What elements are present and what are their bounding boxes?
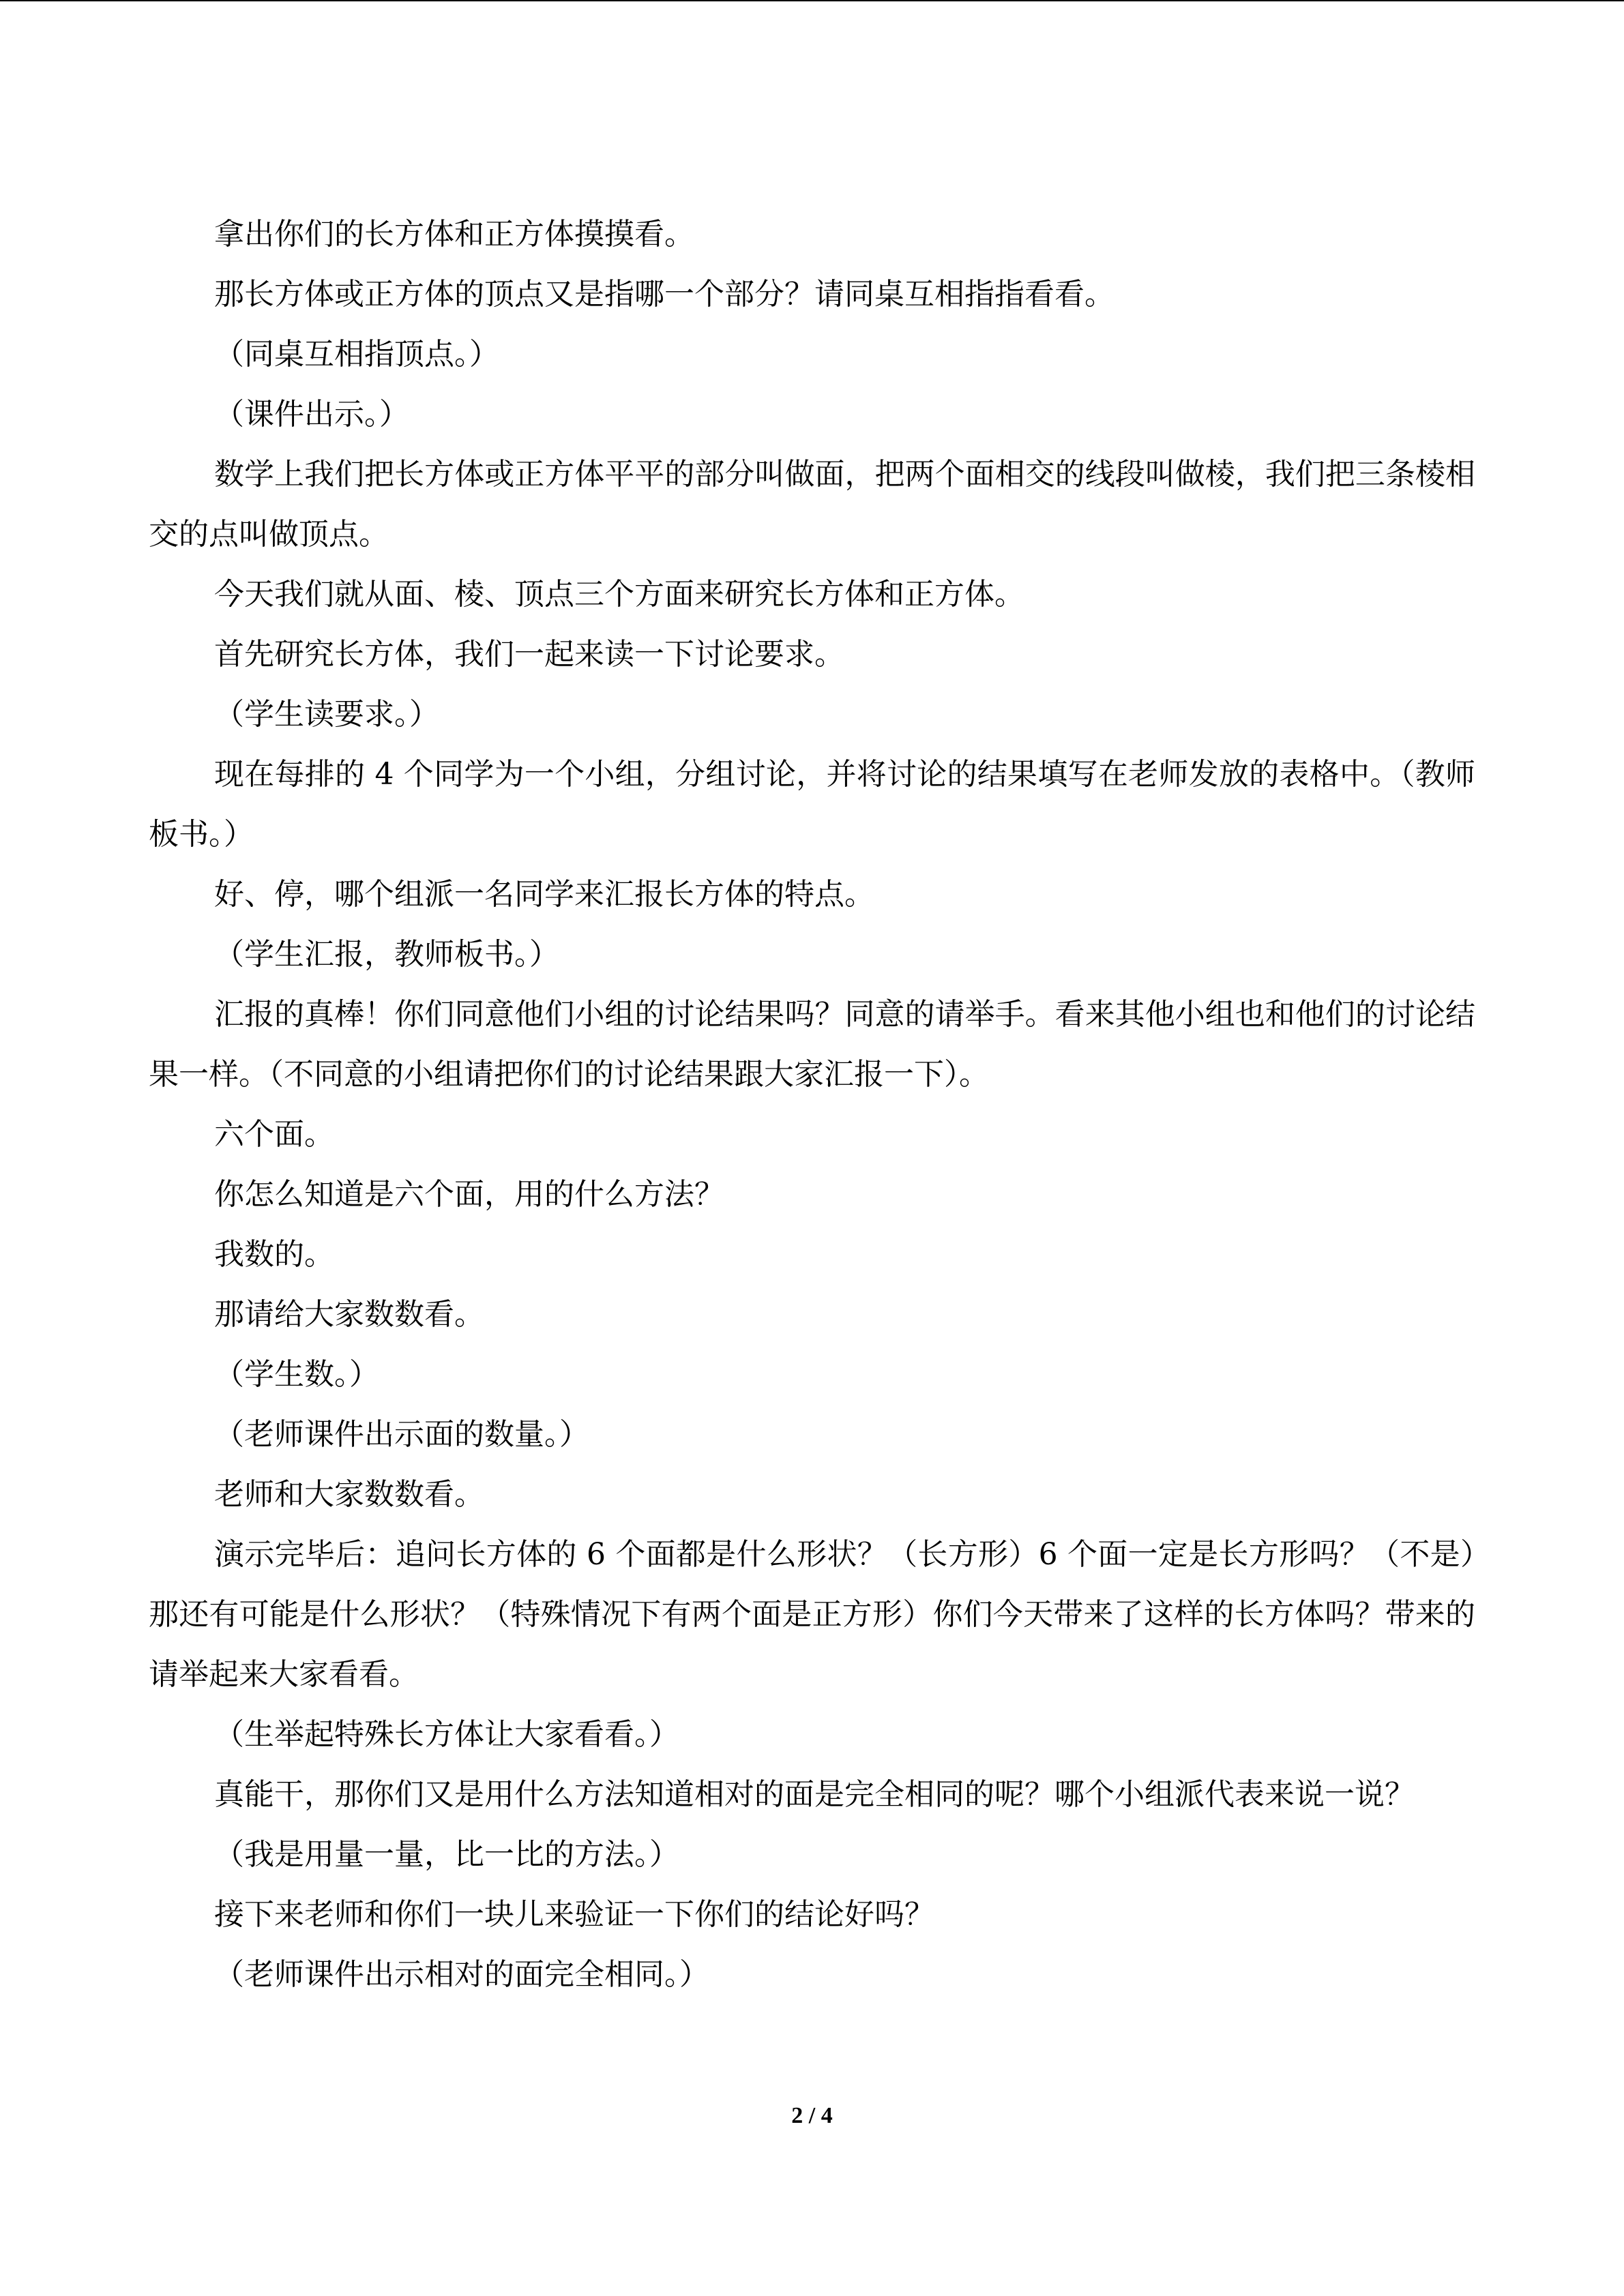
paragraph: 拿出你们的长方体和正方体摸摸看。 xyxy=(214,217,694,252)
paragraph: 我数的。 xyxy=(214,1237,334,1272)
paragraph: 你怎么知道是六个面，用的什么方法？ xyxy=(214,1177,724,1212)
paragraph: （老师课件出示面的数量。） xyxy=(214,1417,589,1452)
paragraph: （学生数。） xyxy=(214,1357,379,1392)
top-border-line xyxy=(0,0,1624,1)
paragraph: 现在每排的 4 个同学为一个小组，分组讨论，并将讨论的结果填写在老师发放的表格中。（教师板书。） xyxy=(149,757,1475,852)
paragraph: 数学上我们把长方体或正方体平平的部分叫做面，把两个面相交的线段叫做棱，我们把三条棱相交的点叫做顶点。 xyxy=(149,457,1475,552)
paragraph: （课件出示。） xyxy=(214,397,409,432)
paragraph: 真能干，那你们又是用什么方法知道相对的面是完全相同的呢？哪个小组派代表来说一说？ xyxy=(214,1777,1415,1812)
paragraph: （同桌互相指顶点。） xyxy=(214,337,499,372)
paragraph: 汇报的真棒！你们同意他们小组的讨论结果吗？同意的请举手。看来其他小组也和他们的讨论结果一样。（不同意的小组请把你们的讨论结果跟大家汇报一下）。 xyxy=(149,997,1475,1092)
paragraph: 老师和大家数数看。 xyxy=(214,1477,484,1512)
paragraph: （老师课件出示相对的面完全相同。） xyxy=(214,1957,709,1992)
document-body xyxy=(149,205,1475,2005)
paragraph: （学生读要求。） xyxy=(214,697,439,732)
page-number: 2 / 4 xyxy=(791,2103,833,2128)
paragraph: 首先研究长方体，我们一起来读一下讨论要求。 xyxy=(214,637,844,672)
paragraph: 好、停，哪个组派一名同学来汇报长方体的特点。 xyxy=(214,877,874,912)
paragraph: 演示完毕后：追问长方体的 6 个面都是什么形状？（长方形）6 个面一定是长方形吗？（不是）那还有可能是什么形状？（特殊情况下有两个面是正方形）你们今天带来了这样的长方体吗？带来的请举起来大家看看。 xyxy=(149,1537,1475,1692)
paragraph: 六个面。 xyxy=(214,1117,334,1152)
paragraph: （学生汇报，教师板书。） xyxy=(214,937,559,972)
paragraph: （我是用量一量，比一比的方法。） xyxy=(214,1837,679,1872)
paragraph: 那请给大家数数看。 xyxy=(214,1297,484,1332)
paragraph: （生举起特殊长方体让大家看看。） xyxy=(214,1717,679,1752)
paragraph: 今天我们就从面、棱、顶点三个方面来研究长方体和正方体。 xyxy=(214,577,1024,612)
paragraph: 那长方体或正方体的顶点又是指哪一个部分？请同桌互相指指看看。 xyxy=(214,277,1114,312)
paragraph: 接下来老师和你们一块儿来验证一下你们的结论好吗？ xyxy=(214,1897,934,1932)
